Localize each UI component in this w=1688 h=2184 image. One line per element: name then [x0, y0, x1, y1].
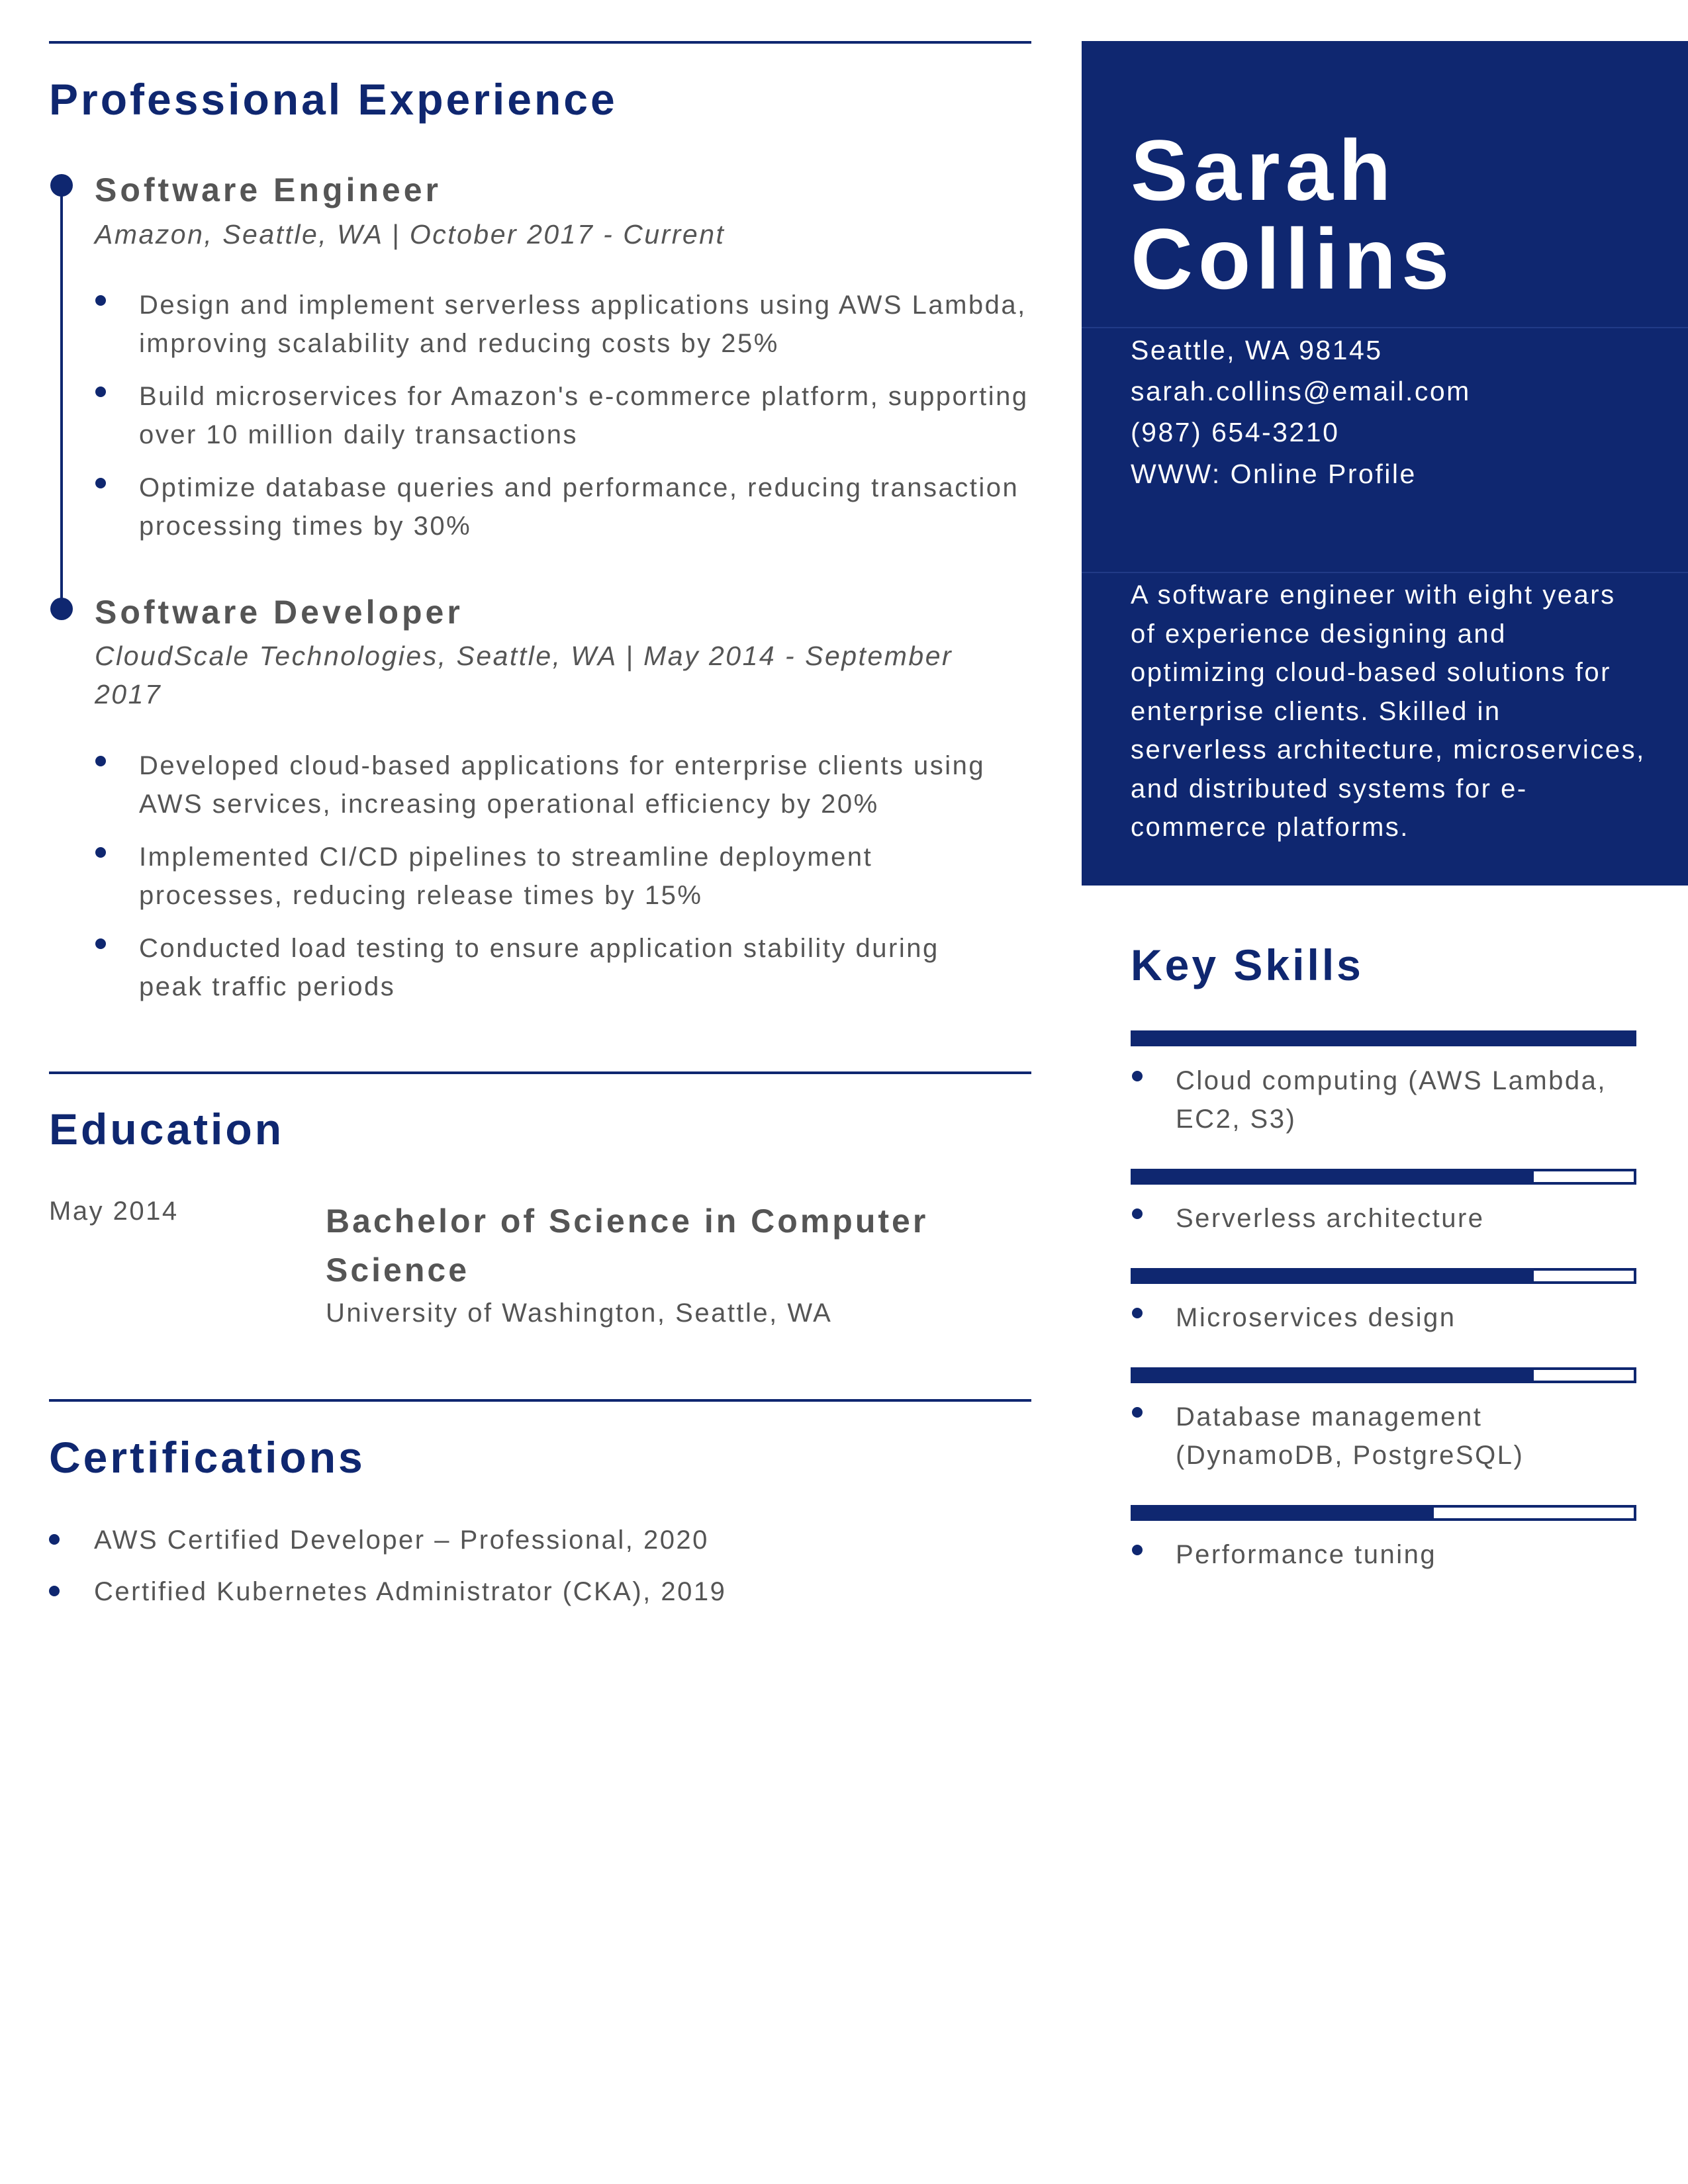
contact-website-link[interactable]: WWW: Online Profile — [1131, 459, 1417, 489]
skill-level-fill — [1133, 1271, 1534, 1281]
bullet-icon — [1132, 1407, 1143, 1418]
bullet-icon — [49, 1586, 60, 1596]
profile-summary: A software engineer with eight years of experience designing and optimizing cloud-based solutions for enterprise clients. Skilled in serverless architecture, microservices, and distributed systems for e-commerce platforms. — [1131, 580, 1646, 842]
skills-heading: Key Skills — [1131, 940, 1364, 989]
skill-level-fill — [1133, 1508, 1434, 1518]
timeline-dot — [50, 598, 73, 620]
skill-label: Performance tuning — [1176, 1540, 1437, 1569]
skill-level-bar — [1131, 1367, 1636, 1383]
skill-level-bar — [1131, 1030, 1636, 1046]
job-bullet: Optimize database queries and performance, reducing transaction processing times by 30% — [139, 473, 1019, 541]
certifications-heading: Certifications — [49, 1433, 365, 1482]
bullet-icon — [1132, 1208, 1143, 1219]
skill-level-bar — [1131, 1169, 1636, 1185]
education-rule — [49, 1071, 1031, 1074]
skill-label: Database management (DynamoDB, PostgreSQL) — [1176, 1402, 1524, 1470]
job-bullet: Implemented CI/CD pipelines to streamline deployment processes, reducing release times by 15% — [139, 842, 873, 910]
bullet-icon — [95, 756, 106, 766]
job-bullet: Build microservices for Amazon's e-commerce platform, supporting over 10 million daily transactions — [139, 382, 1029, 449]
experience-rule — [49, 41, 1031, 44]
bullet-icon — [95, 847, 106, 858]
skill-level-fill — [1133, 1370, 1534, 1381]
timeline-dot — [50, 174, 73, 197]
contact-location: Seattle, WA 98145 — [1131, 335, 1383, 365]
profile-name — [1131, 122, 1660, 307]
bullet-icon — [95, 938, 106, 949]
bullet-icon — [95, 387, 106, 397]
certifications-rule — [49, 1399, 1031, 1402]
education-heading: Education — [49, 1105, 285, 1154]
bullet-icon — [1132, 1071, 1143, 1081]
education-date: May 2014 — [49, 1197, 179, 1226]
job-bullet: Developed cloud-based applications for enterprise clients using AWS services, increasing operational efficiency by 20% — [139, 751, 986, 819]
bullet-icon — [1132, 1545, 1143, 1555]
job-bullet: Design and implement serverless applications using AWS Lambda, improving scalability and reducing costs by 25% — [139, 291, 1027, 358]
job-title: Software Developer — [95, 594, 463, 631]
profile-last-name: Collins — [1131, 210, 1455, 307]
skill-label: Serverless architecture — [1176, 1204, 1485, 1233]
skill-level-bar — [1131, 1268, 1636, 1284]
contact-email[interactable]: sarah.collins@email.com — [1131, 376, 1471, 406]
education-degree: Bachelor of Science in Computer Science — [326, 1203, 929, 1289]
contact-phone: (987) 654-3210 — [1131, 417, 1340, 447]
experience-heading: Professional Experience — [49, 75, 618, 124]
skill-level-fill — [1133, 1171, 1534, 1182]
job-meta: CloudScale Technologies, Seattle, WA | May 2014 - September 2017 — [95, 641, 953, 709]
job-bullet: Conducted load testing to ensure application stability during peak traffic periods — [139, 934, 939, 1001]
bullet-icon — [95, 478, 106, 488]
skill-label: Cloud computing (AWS Lambda, EC2, S3) — [1176, 1066, 1607, 1134]
skill-label: Microservices design — [1176, 1303, 1456, 1332]
experience-timeline-line — [60, 185, 63, 609]
skill-level-fill — [1133, 1033, 1634, 1044]
panel-divider — [1082, 572, 1688, 573]
bullet-icon — [49, 1534, 60, 1545]
profile-first-name: Sarah — [1131, 122, 1397, 218]
skill-level-bar — [1131, 1505, 1636, 1521]
bullet-icon — [95, 295, 106, 306]
panel-divider — [1082, 327, 1688, 328]
bullet-icon — [1132, 1308, 1143, 1318]
certification-item: Certified Kubernetes Administrator (CKA), 2019 — [94, 1577, 727, 1606]
certification-item: AWS Certified Developer – Professional, 2020 — [94, 1525, 709, 1555]
job-meta: Amazon, Seattle, WA | October 2017 - Current — [95, 219, 726, 250]
job-title: Software Engineer — [95, 171, 442, 208]
education-school: University of Washington, Seattle, WA — [326, 1298, 833, 1328]
